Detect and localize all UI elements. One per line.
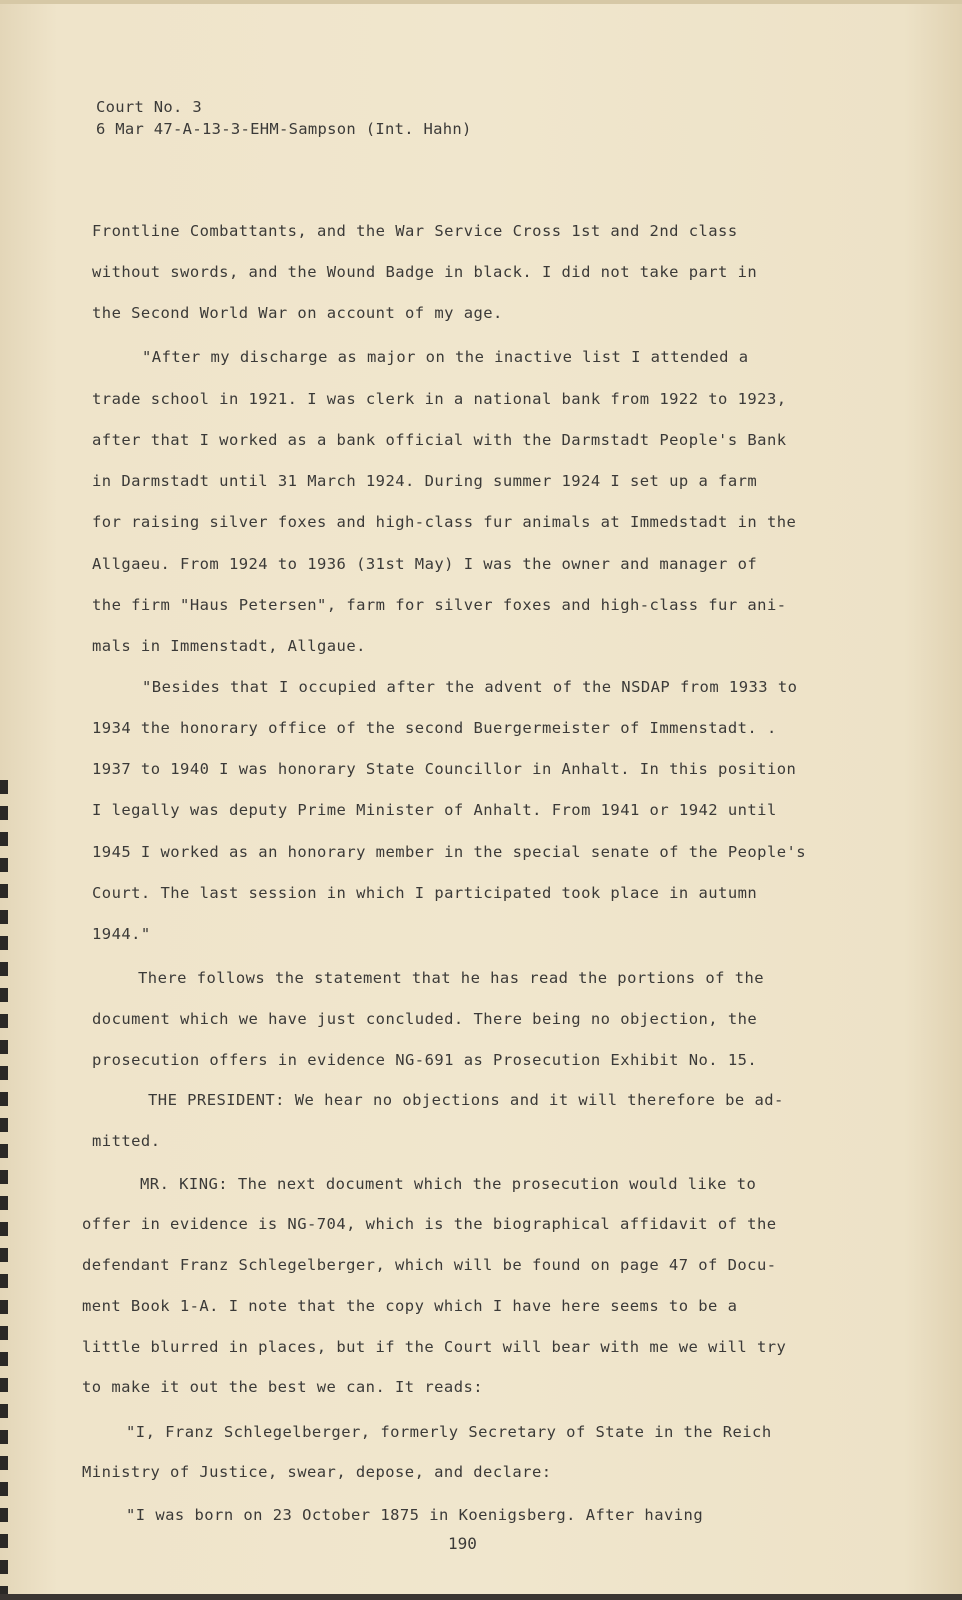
text-line: for raising silver foxes and high-class fur animals at Immedstadt in the xyxy=(92,513,797,531)
text-line: prosecution offers in evidence NG-691 as Prosecution Exhibit No. 15. xyxy=(92,1051,758,1069)
text-line: mitted. xyxy=(92,1132,161,1150)
text-line: to make it out the best we can. It reads: xyxy=(82,1378,484,1396)
text-line: after that I worked as a bank official with the Darmstadt People's Bank xyxy=(92,431,787,449)
text-line: 1945 I worked as an honorary member in the special senate of the People's xyxy=(92,843,807,861)
court-number: Court No. 3 xyxy=(96,98,202,116)
bottom-edge xyxy=(0,1594,962,1600)
text-line: Allgaeu. From 1924 to 1936 (31st May) I was the owner and manager of xyxy=(92,555,758,573)
text-line: ment Book 1-A. I note that the copy which I have here seems to be a xyxy=(82,1297,738,1315)
text-line: There follows the statement that he has read the portions of the xyxy=(138,969,765,987)
text-line: defendant Franz Schlegelberger, which will be found on page 47 of Docu- xyxy=(82,1256,777,1274)
text-line: Frontline Combattants, and the War Service Cross 1st and 2nd class xyxy=(92,222,738,240)
text-line: MR. KING: The next document which the prosecution would like to xyxy=(140,1175,757,1193)
text-line: "I, Franz Schlegelberger, formerly Secretary of State in the Reich xyxy=(126,1423,772,1441)
text-line: the Second World War on account of my age. xyxy=(92,304,503,322)
text-line: without swords, and the Wound Badge in black. I did not take part in xyxy=(92,263,758,281)
text-line: trade school in 1921. I was clerk in a national bank from 1922 to 1923, xyxy=(92,390,787,408)
text-line: 1944." xyxy=(92,925,151,943)
text-line: document which we have just concluded. There being no objection, the xyxy=(92,1010,758,1028)
text-line: mals in Immenstadt, Allgaue. xyxy=(92,637,366,655)
text-line: the firm "Haus Petersen", farm for silver foxes and high-class fur ani- xyxy=(92,596,787,614)
text-line: THE PRESIDENT: We hear no objections and it will therefore be ad- xyxy=(148,1091,784,1109)
binding-holes xyxy=(0,780,8,1600)
text-line: Ministry of Justice, swear, depose, and declare: xyxy=(82,1463,552,1481)
header xyxy=(96,96,472,140)
text-line: "After my discharge as major on the inactive list I attended a xyxy=(142,348,749,366)
text-line: 1937 to 1940 I was honorary State Councillor in Anhalt. In this position xyxy=(92,760,797,778)
page-number: 190 xyxy=(448,1534,477,1553)
text-line: little blurred in places, but if the Court will bear with me we will try xyxy=(82,1338,787,1356)
text-line: I legally was deputy Prime Minister of Anhalt. From 1941 or 1942 until xyxy=(92,801,777,819)
top-edge xyxy=(0,0,962,4)
text-line: "Besides that I occupied after the advent of the NSDAP from 1933 to xyxy=(142,678,798,696)
text-line: 1934 the honorary office of the second Buergermeister of Immenstadt. . xyxy=(92,719,777,737)
document-reference: 6 Mar 47-A-13-3-EHM-Sampson (Int. Hahn) xyxy=(96,120,472,138)
text-line: in Darmstadt until 31 March 1924. During summer 1924 I set up a farm xyxy=(92,472,758,490)
text-line: "I was born on 23 October 1875 in Koenigsberg. After having xyxy=(126,1506,704,1524)
text-line: Court. The last session in which I participated took place in autumn xyxy=(92,884,758,902)
text-line: offer in evidence is NG-704, which is the biographical affidavit of the xyxy=(82,1215,777,1233)
